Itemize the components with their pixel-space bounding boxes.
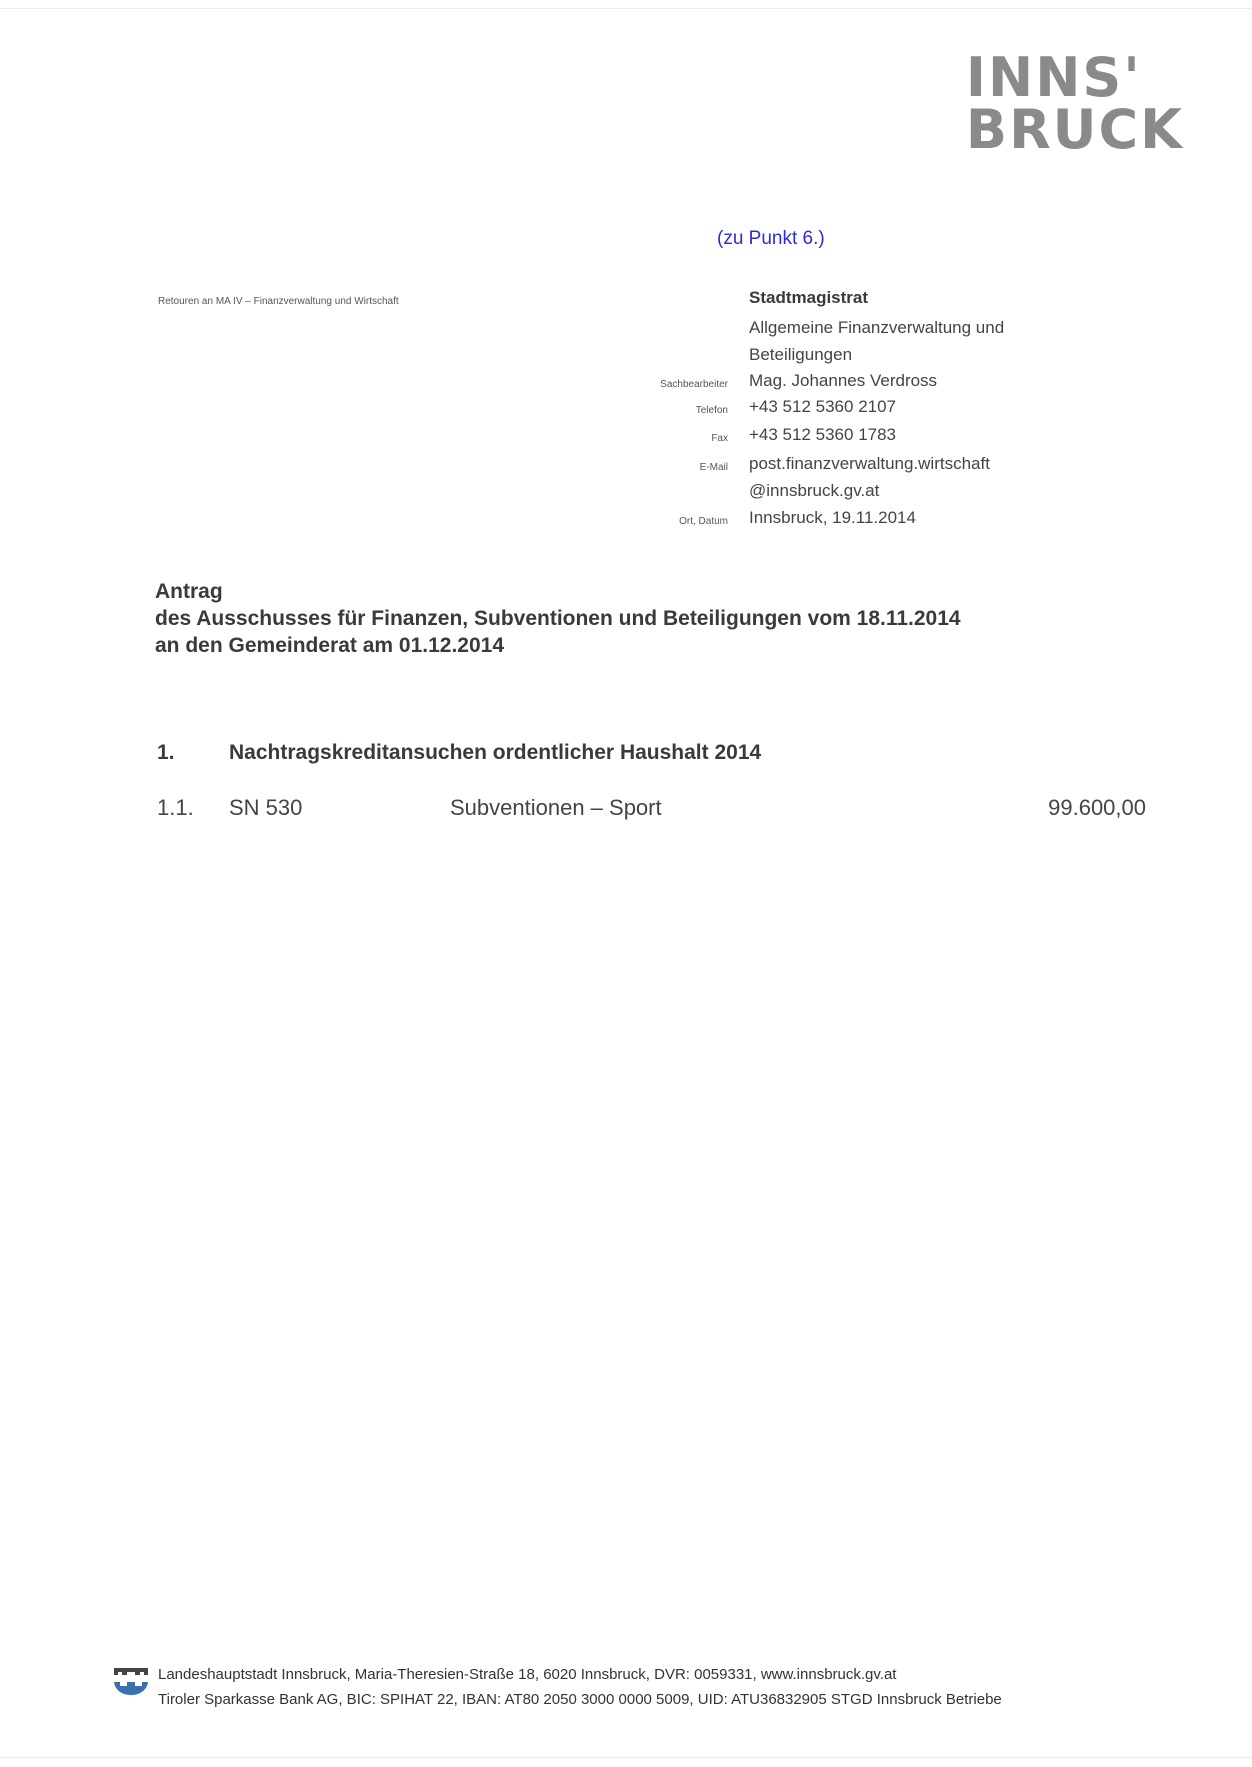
antrag-council-date: an den Gemeinderat am 01.12.2014 [155,634,505,657]
sender-dept-line-1: Allgemeine Finanzverwaltung und [749,318,1005,337]
agenda-point-reference: (zu Punkt 6.) [717,228,825,249]
fax-label: Fax [711,433,728,444]
logo-line-2: BRUCK [965,98,1184,161]
antrag-title: Antrag [155,580,223,603]
antrag-heading [155,578,961,659]
item-amount: 99.600,00 [1048,795,1146,820]
telefon-value: +43 512 5360 2107 [749,397,897,416]
section-number: 1. [157,741,175,764]
sachbearbeiter-value: Mag. Johannes Verdross [749,371,938,390]
city-crest-icon [113,1664,149,1696]
ort-datum-value: Innsbruck, 19.11.2014 [749,508,916,527]
innsbruck-logo [965,46,1184,161]
sender-dept-line-2: Beteiligungen [749,345,853,364]
antrag-committee: des Ausschusses für Finanzen, Subventionen und Beteiligungen vom 18.11.2014 [155,607,961,630]
item-number: 1.1. [157,795,194,820]
top-edge-divider [0,8,1252,9]
section-title: Nachtragskreditansuchen ordentlicher Haushalt 2014 [229,741,762,764]
item-description: Subventionen – Sport [450,795,662,820]
sender-org: Stadtmagistrat [749,288,869,307]
footer-bank: Tiroler Sparkasse Bank AG, BIC: SPIHAT 22, IBAN: AT80 2050 3000 0000 5009, UID: ATU36832905 STGD Innsbruck Betriebe [158,1691,1002,1708]
footer-address: Landeshauptstadt Innsbruck, Maria-Theresien-Straße 18, 6020 Innsbruck, DVR: 0059331, www.innsbruck.gv.at [158,1666,897,1683]
return-address: Retouren an MA IV – Finanzverwaltung und Wirtschaft [158,296,399,307]
email-value-line-1: post.finanzverwaltung.wirtschaft [749,454,990,473]
telefon-label: Telefon [695,405,728,416]
bottom-edge-divider [0,1757,1252,1758]
sachbearbeiter-label: Sachbearbeiter [660,379,728,390]
email-value-line-2: @innsbruck.gv.at [749,481,880,500]
item-code: SN 530 [229,795,303,820]
logo-line-1: INNS' [965,46,1142,109]
fax-value: +43 512 5360 1783 [749,425,897,444]
email-label: E-Mail [699,462,728,473]
ort-datum-label: Ort, Datum [679,516,728,527]
